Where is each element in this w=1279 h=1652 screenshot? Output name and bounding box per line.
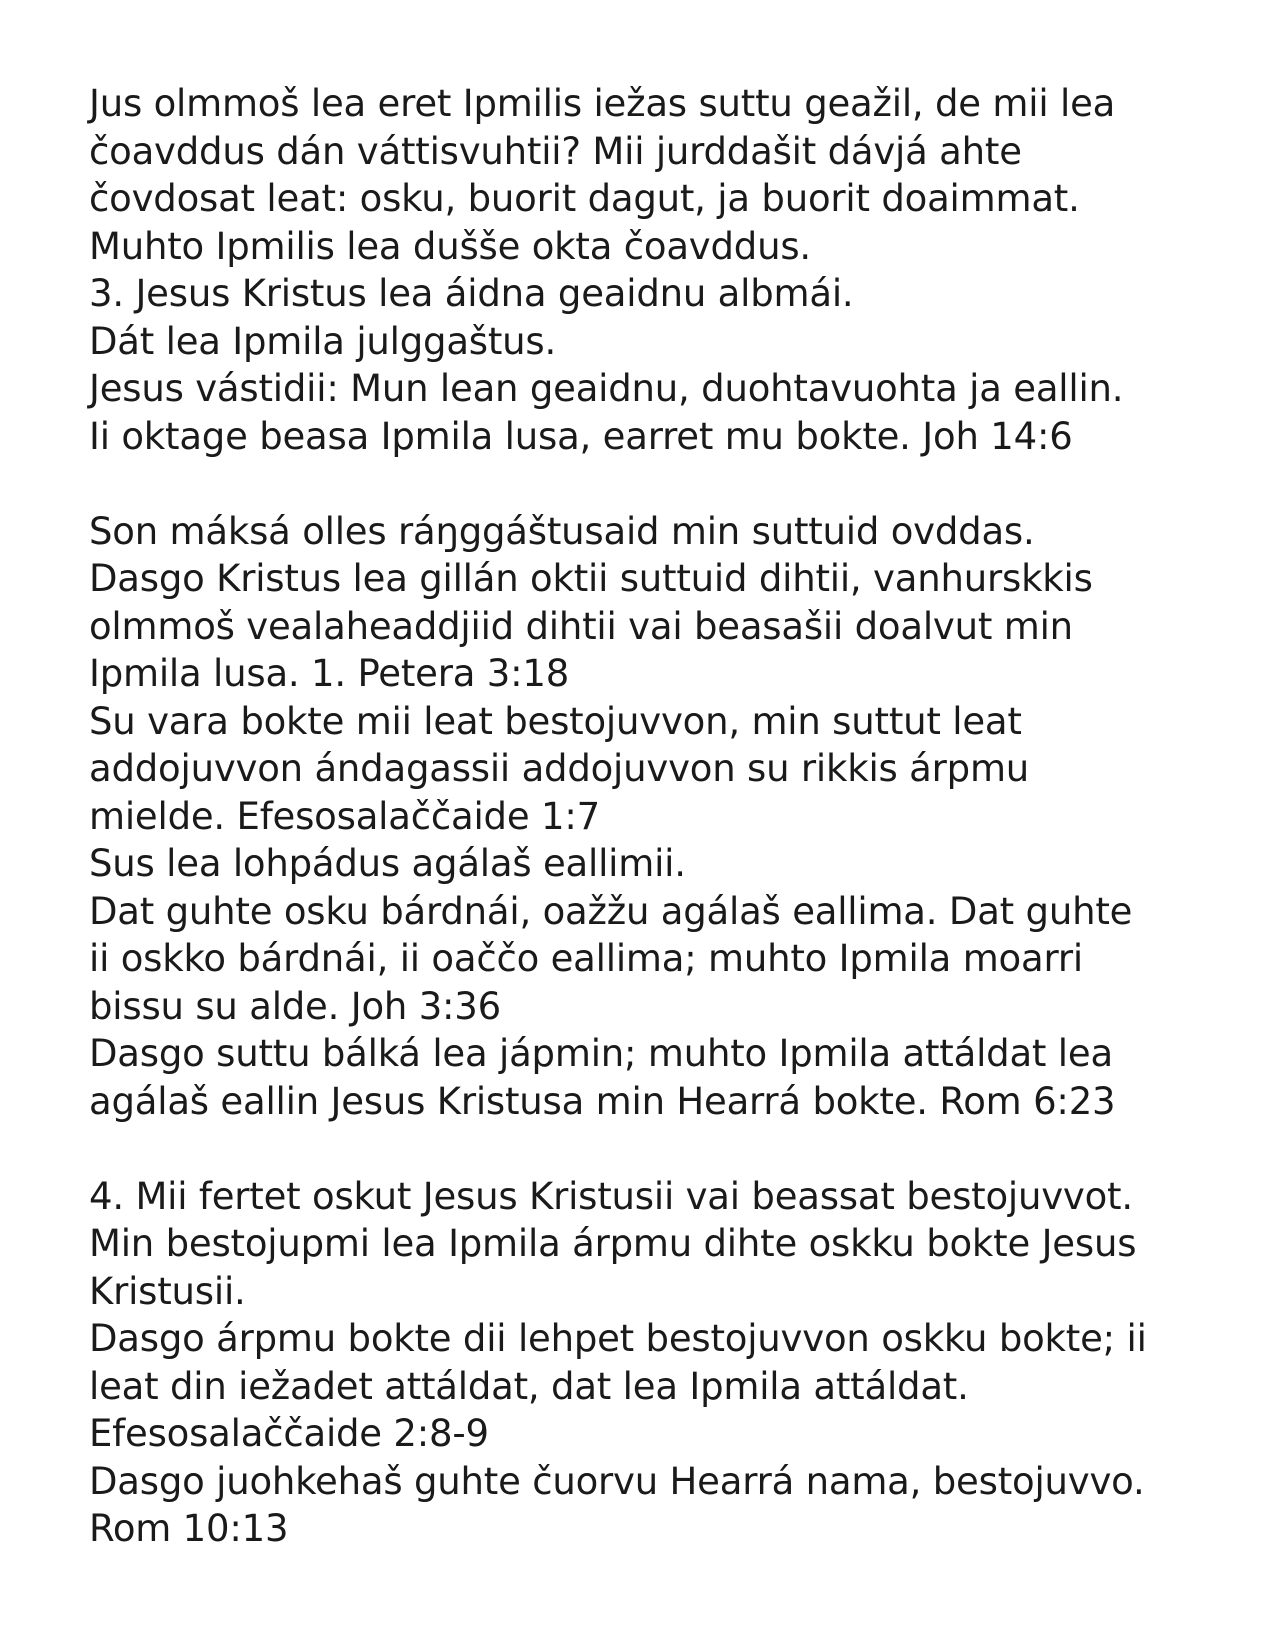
text-line: Ipmila lusa. 1. Petera 3:18 bbox=[89, 652, 570, 695]
text-line: Jesus vástidii: Mun lean geaidnu, duohtavuohta ja eallin. bbox=[89, 367, 1124, 410]
text-line: čoavddus dán váttisvuhtii? Mii jurddašit dávjá ahte bbox=[89, 129, 1022, 173]
text-line: Su vara bokte mii leat bestojuvvon, min suttut leat bbox=[89, 699, 1022, 743]
paragraph-block-1 bbox=[89, 80, 1249, 460]
text-line: Dasgo Kristus lea gillán oktii suttuid dihtii, vanhurskkis bbox=[89, 557, 1093, 600]
text-line: leat din iežadet attáldat, dat lea Ipmila attáldat. bbox=[89, 1364, 969, 1408]
text-line: addojuvvon ándagassii addojuvvon su rikkis árpmu bbox=[89, 747, 1030, 790]
section-heading-3: 3. Jesus Kristus lea áidna geaidnu albmái. bbox=[89, 272, 854, 315]
text-line: Ii oktage beasa Ipmila lusa, earret mu bokte. Joh 14:6 bbox=[89, 414, 1073, 458]
text-line: Dat guhte osku bárdnái, oažžu agálaš eallima. Dat guhte bbox=[89, 889, 1133, 933]
text-line: Son máksá olles ráŋggáštusaid min suttuid ovddas. bbox=[89, 509, 1035, 553]
text-line: Dasgo juohkehaš guhte čuorvu Hearrá nama, bestojuvvo. bbox=[89, 1459, 1145, 1503]
text-line: Muhto Ipmilis lea dušše okta čoavddus. bbox=[89, 224, 811, 268]
text-line: Min bestojupmi lea Ipmila árpmu dihte oskku bokte Jesus bbox=[89, 1222, 1137, 1265]
text-line: mielde. Efesosalaččaide 1:7 bbox=[89, 794, 600, 838]
text-line: bissu su alde. Joh 3:36 bbox=[89, 984, 501, 1028]
text-line: olmmoš vealaheaddjiid dihtii vai beasašii doalvut min bbox=[89, 604, 1073, 648]
text-line: Efesosalaččaide 2:8-9 bbox=[89, 1412, 489, 1455]
text-line: Rom 10:13 bbox=[89, 1507, 289, 1550]
paragraph-block-2 bbox=[89, 508, 1249, 1126]
blank-line bbox=[89, 460, 1249, 508]
paragraph-block-3 bbox=[89, 1173, 1249, 1553]
text-line: Dát lea Ipmila julggaštus. bbox=[89, 319, 557, 363]
text-line: Dasgo suttu bálká lea jápmin; muhto Ipmila attáldat lea bbox=[89, 1032, 1113, 1075]
text-line: agálaš eallin Jesus Kristusa min Hearrá bokte. Rom 6:23 bbox=[89, 1079, 1116, 1123]
text-line: ii oskko bárdnái, ii oaččo eallima; muhto Ipmila moarri bbox=[89, 937, 1083, 980]
text-line: Kristusii. bbox=[89, 1269, 246, 1313]
text-line: Sus lea lohpádus agálaš eallimii. bbox=[89, 842, 686, 885]
blank-line bbox=[89, 1125, 1249, 1173]
section-heading-4: 4. Mii fertet oskut Jesus Kristusii vai beassat bestojuvvot. bbox=[89, 1174, 1133, 1218]
text-line: Jus olmmoš lea eret Ipmilis iežas suttu geažil, de mii lea bbox=[89, 82, 1116, 125]
text-line: čovdosat leat: osku, buorit dagut, ja buorit doaimmat. bbox=[89, 177, 1080, 220]
text-line: Dasgo árpmu bokte dii lehpet bestojuvvon oskku bokte; ii bbox=[89, 1317, 1147, 1360]
document-page bbox=[89, 80, 1249, 1553]
